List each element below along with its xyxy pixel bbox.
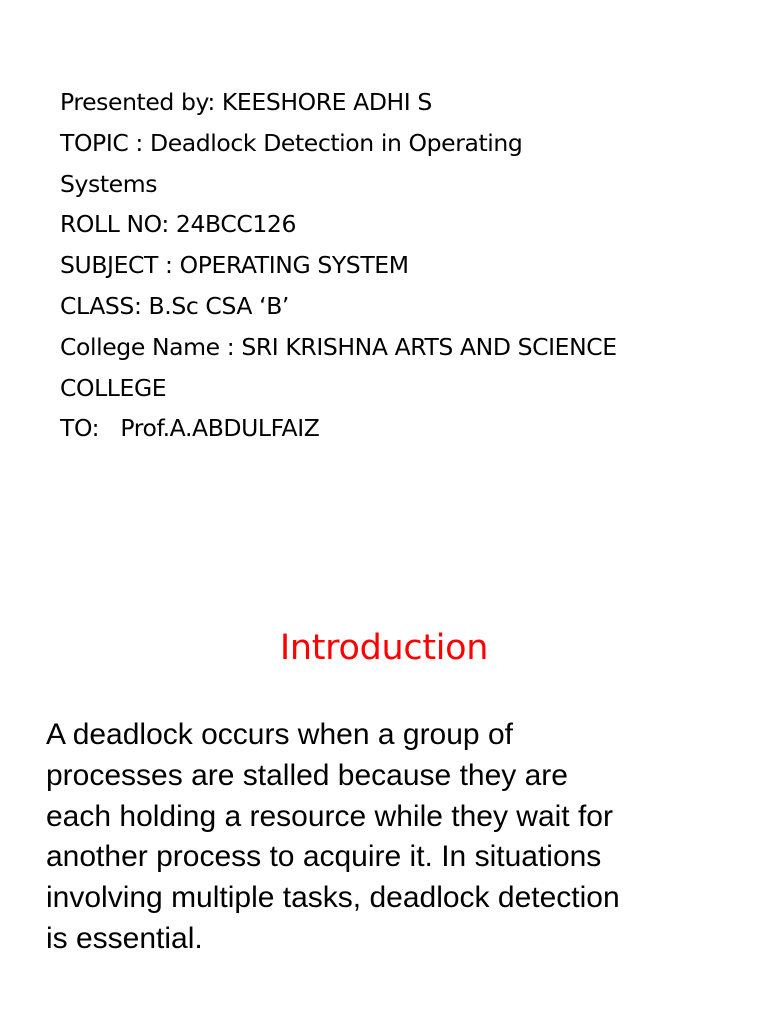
paragraph-line: involving multiple tasks, deadlock detection	[46, 881, 620, 915]
paragraph-line: A deadlock occurs when a group of	[46, 718, 513, 751]
introduction-heading: Introduction	[279, 628, 489, 668]
roll-number-line: ROLL NO: 24BCC126	[60, 210, 297, 239]
subject-line: SUBJECT : OPERATING SYSTEM	[60, 251, 409, 280]
presenter-line: Presented by: KEESHORE ADHI S	[60, 88, 432, 116]
class-line: CLASS: B.Sc CSA ‘B’	[60, 291, 290, 320]
paragraph-line: another process to acquire it. In situations	[46, 840, 602, 874]
topic-line-continued: Systems	[60, 169, 158, 198]
paragraph-line: processes are stalled because they are	[46, 758, 568, 792]
title-slide-details	[60, 82, 750, 449]
topic-line: TOPIC : Deadlock Detection in Operating	[60, 128, 523, 157]
college-name-line-continued: COLLEGE	[60, 373, 167, 402]
recipient-line: TO: Prof.A.ABDULFAIZ	[60, 414, 320, 443]
paragraph-line: each holding a resource while they wait for	[46, 799, 613, 833]
college-name-line: College Name : SRI KRISHNA ARTS AND SCIENCE	[60, 332, 617, 361]
introduction-paragraph	[46, 715, 746, 960]
paragraph-line: is essential.	[46, 921, 203, 955]
